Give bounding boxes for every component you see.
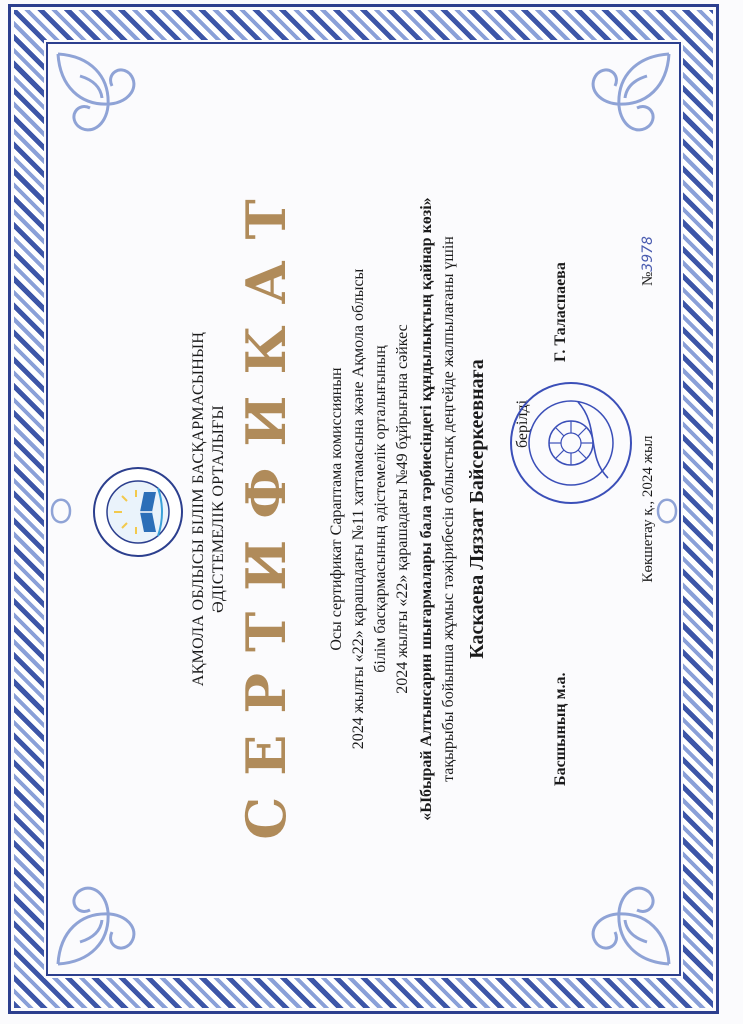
certificate-number <box>640 236 657 286</box>
signatory-name: Г. Таласпаева <box>552 262 569 362</box>
certificate-content <box>46 42 681 976</box>
number-prefix: № <box>640 271 656 286</box>
recipient-name: Каскаева Ляззат Байсеркеевнаға <box>466 359 488 659</box>
certificate-title: СЕРТИФИКАТ <box>234 178 298 840</box>
official-stamp <box>508 380 634 506</box>
topic-suffix: тақырыбы бойынша жұмыс тәжірибесін облыстық деңгейде жалпылағаны үшін <box>440 236 457 782</box>
body-line-4: 2024 жылғы «22» қарашадағы №49 бұйрығына сәйкес <box>394 324 411 694</box>
topic-title: «Ыбырай Алтынсарин шығармалары бала тәрбиесіндегі құндылықтың қайнар көзі» <box>418 197 435 821</box>
handwritten-number: 3978 <box>640 236 656 272</box>
organization-name-line2: ӘДІСТЕМЕЛІК ОРТАЛЫҒЫ <box>210 405 227 613</box>
organization-logo <box>92 466 184 558</box>
body-line-2: 2024 жылғы «22» қарашадағы №11 хаттамасына және Ақмола облысы <box>350 268 367 750</box>
organization-name-line1: АҚМОЛА ОБЛЫСЫ БІЛІМ БАСҚАРМАСЫНЫҢ <box>190 331 207 687</box>
place-and-date: Көкшетау қ., 2024 жыл <box>640 435 656 583</box>
body-line-1: Осы сертификат Сараптама комиссиянын <box>328 367 345 651</box>
body-line-3: білім басқармасының әдістемелік орталығының <box>372 345 389 673</box>
given-label: берілді <box>514 399 531 448</box>
signatory-role: Басшының м.а. <box>552 672 569 786</box>
